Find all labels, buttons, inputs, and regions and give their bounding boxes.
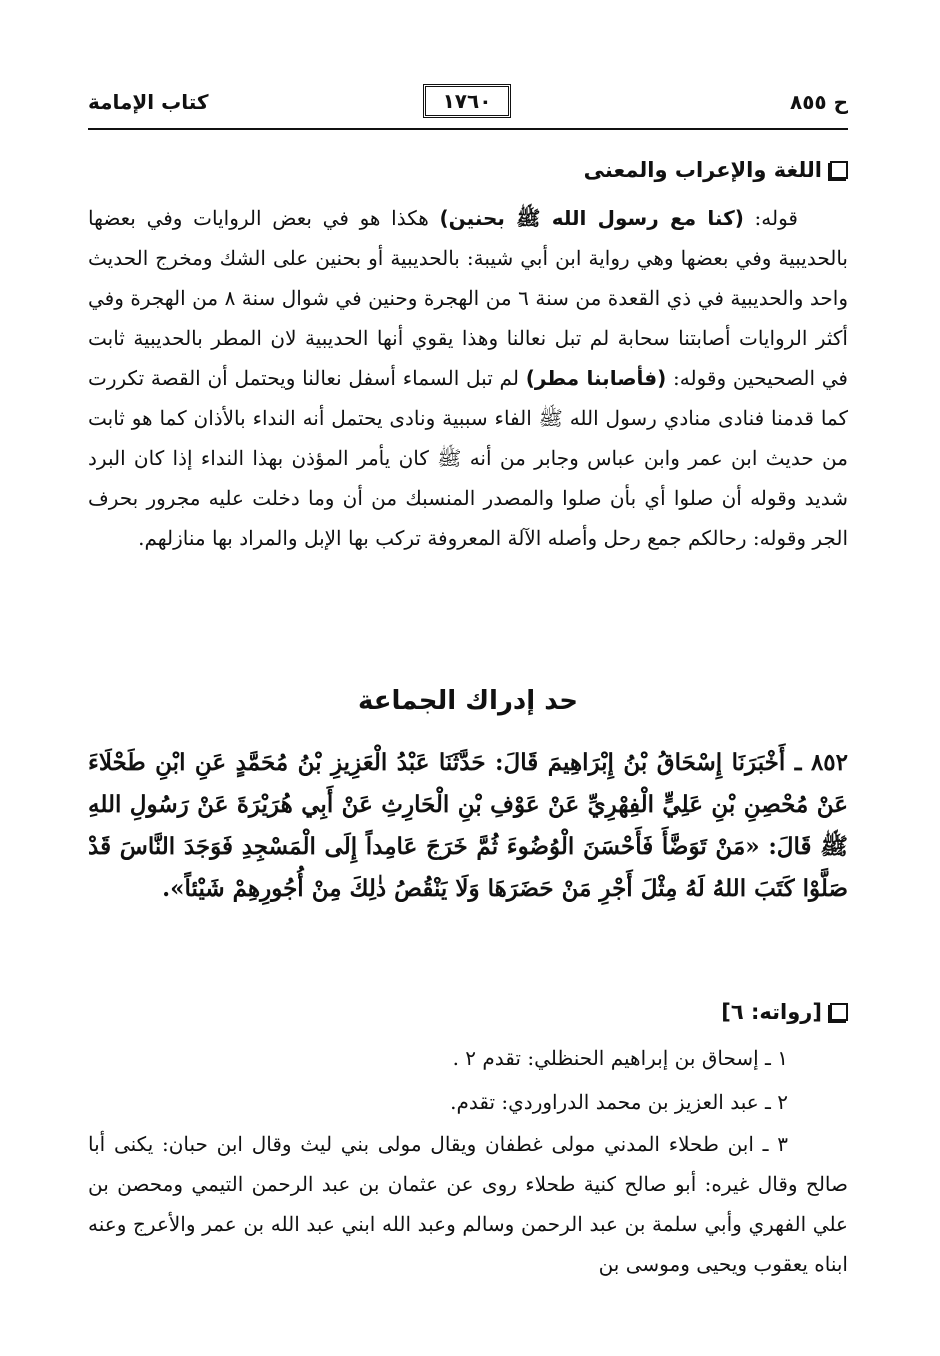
commentary-text-1: هكذا هو في بعض الروايات وفي بعضها بالحديبية وفي بعضها وهي رواية ابن أبي شيبة: بالحديبية أو بحنين على الشك ومخرج الحديث واحد والحديبية في ذي القعدة من سنة ٦ من الهجرة وحنين في شوال سنة ٨ من الهجرة وفي أكثر الروايات أصابتنا سحابة لم تبل نعالنا وهذا يقوي أنها الحديبية لان المطر بالحديبية ثابت في الصحيحين وقوله:: [88, 206, 848, 390]
commentary-intro: قوله:: [743, 206, 798, 230]
commentary-paragraph: [88, 198, 848, 558]
narrator-item: ١ ـ إسحاق بن إبراهيم الحنظلي: تقدم ٢ .: [452, 1046, 788, 1070]
book-title: كتاب الإمامة: [88, 90, 209, 114]
narrator-item: ٣ ـ ابن طحلاء المدني مولى غطفان ويقال مولى بني ليث وقال ابن حبان: يكنى أبا صالح وقال غيره: أبو صالح كنية طحلاء روى عن عثمان بن عبد الرحمن التيمي ومحصن بن علي الفهري وأبي سلمة بن عبد الرحمن وسالم وعبد الله ابني عبد الله بن عمر والأعرج وعنه ابناه يعقوب ويحيى وموسى بن: [88, 1132, 848, 1276]
commentary-text-2: لم تبل السماء أسفل نعالنا ويحتمل أن القصة تكررت كما قدمنا فنادى منادي رسول الله ﷺ الفاء سببية ونادى يحتمل أنه النداء بالأذان كما هو ثابت من حديث ابن عمر وابن عباس وجابر من أنه ﷺ كان يأمر المؤذن بهذا النداء إذا كان البرد شديد وقوله أن صلوا أي بأن صلوا والمصدر المنسبك من أن وما دخلت عليه مجرور بحرف الجر وقوله: رحالكم جمع رحل وأصله الآلة المعروفة تركب بها الإبل والمراد بها منازلهم.: [88, 366, 848, 550]
commentary-quote: (كنا مع رسول الله ﷺ بحنين): [439, 206, 744, 230]
square-bullet-icon: [830, 161, 848, 179]
chapter-title: حد إدراك الجماعة: [358, 686, 578, 716]
square-bullet-icon: [830, 1003, 848, 1021]
section-heading-label: اللغة والإعراب والمعنى: [583, 158, 822, 182]
page-header: [88, 84, 848, 124]
commentary-quote-2: (فأصابنا مطر): [525, 366, 667, 390]
narrator-item: ٢ ـ عبد العزيز بن محمد الدراوردي: تقدم.: [450, 1090, 788, 1114]
hadith-text: ٨٥٢ ـ أَخْبَرَنَا إِسْحَاقُ بْنُ إِبْرَاهِيمَ قَالَ: حَدَّثَنَا عَبْدُ الْعَزِيزِ بْنُ مُحَمَّدٍ عَنِ ابْنِ طَحْلَاءَ عَنْ مُحْصِنِ بْنِ عَلِيٍّ الْفِهْرِيِّ عَنْ عَوْفِ بْنِ الْحَارِثِ عَنْ أَبِي هُرَيْرَةَ عَنْ رَسُولِ اللهِ ﷺ قَالَ: «مَنْ تَوَضَّأَ فَأَحْسَنَ الْوُضُوءَ ثُمَّ خَرَجَ عَامِداً إِلَى الْمَسْجِدِ فَوَجَدَ النَّاسَ قَدْ صَلَّوْا كَتَبَ اللهُ لَهُ مِثْلَ أَجْرِ مَنْ حَضَرَهَا وَلَا يَنْقُصُ ذٰلِكَ مِنْ أُجُورِهِمْ شَيْئاً».: [88, 749, 848, 902]
section-heading-narrators: [88, 1000, 848, 1024]
book-page: [88, 70, 848, 1340]
header-rule: [88, 128, 848, 130]
page-number: ١٧٦٠: [423, 84, 511, 118]
hadith-reference: ح ٨٥٥: [789, 90, 848, 114]
section-heading-label: [رواته: ٦]: [721, 1000, 822, 1024]
section-heading-language: [88, 158, 848, 182]
